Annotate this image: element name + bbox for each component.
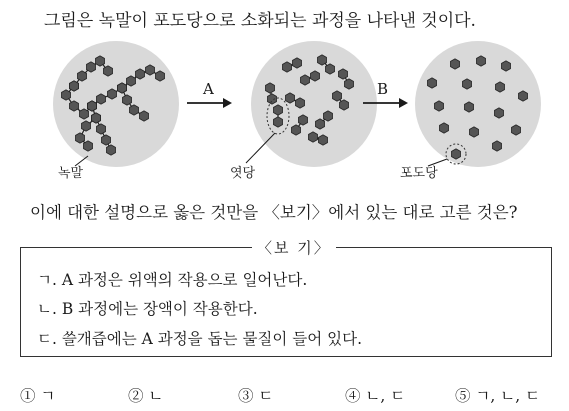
glucose-unit [502,61,511,71]
starch-unit [82,121,91,131]
starch-unit [70,101,79,111]
arrow-a-label: A [203,80,214,98]
glucose-unit [495,108,504,118]
maltose-unit [324,111,333,121]
glucose-unit [451,59,460,69]
choice-4[interactable]: ④ ㄴ, ㄷ [345,387,406,405]
maltose-unit [311,71,320,81]
starch-unit [78,71,87,81]
maltose-unit [301,75,310,85]
glucose-label: 포도당 [400,166,438,181]
starch-leader [75,156,88,166]
maltose-unit [266,83,275,93]
starch-unit [118,83,127,93]
maltose-unit [296,98,305,108]
starch-unit [76,133,85,143]
starch-unit [70,81,79,91]
maltose-unit [319,135,328,145]
glucose-unit [465,102,474,112]
maltose-unit [274,117,283,127]
arrow-a-icon [187,98,232,108]
choice-1[interactable]: ① ㄱ [20,387,56,405]
maltose-unit [293,58,302,68]
choice-3[interactable]: ③ ㄷ [238,387,274,405]
maltose-unit [299,115,308,125]
choice-5[interactable]: ⑤ ㄱ, ㄴ, ㄷ [455,387,541,405]
starch-unit [62,90,71,100]
maltose-unit [339,69,348,79]
starch-unit [87,62,96,72]
glucose-unit [496,82,505,92]
starch-unit [88,101,97,111]
maltose-label: 엿당 [230,166,256,181]
glucose-unit [435,101,444,111]
maltose-unit [316,119,325,129]
glucose-unit [493,141,502,151]
maltose-unit [274,105,283,115]
bogi-item-c: ㄷ. 쓸개즙에는 A 과정을 돕는 물질이 들어 있다. [37,330,363,348]
glucose-unit [428,78,437,88]
bogi-title: 〈보 기〉 [252,237,336,258]
glucose-unit [452,149,461,159]
starch-unit [102,135,111,145]
starch-unit [96,56,105,66]
maltose-unit [333,91,342,101]
starch-unit [123,95,132,105]
maltose-unit [286,93,295,103]
starch-unit [97,124,106,134]
starch-unit [80,109,89,119]
maltose-unit [326,64,335,74]
glucose-leader [428,159,447,166]
starch-label: 녹말 [58,166,84,181]
question-text: 이에 대한 설명으로 옳은 것만을 〈보기〉에서 있는 대로 고른 것은? [30,203,518,222]
glucose-unit [470,127,479,137]
glucose-unit [463,79,472,89]
starch-unit [127,76,136,86]
maltose-circle [251,41,377,167]
glucose-unit [512,125,521,135]
starch-unit [84,141,93,151]
glucose-unit [477,56,486,66]
starch-unit [92,113,101,123]
glucose-unit [519,91,528,101]
maltose-unit [292,125,301,135]
bogi-item-a: ㄱ. A 과정은 위액의 작용으로 일어난다. [37,271,308,289]
maltose-unit [340,100,349,110]
starch-unit [97,94,106,104]
intro-text: 그림은 녹말이 포도당으로 소화되는 과정을 나타낸 것이다. [44,11,476,31]
starch-unit [130,105,139,115]
maltose-unit [309,132,318,142]
bogi-item-b: ㄴ. B 과정에는 장액이 작용한다. [37,300,258,318]
starch-unit [108,89,117,99]
starch-unit [156,71,165,81]
choice-2[interactable]: ② ㄴ [128,387,164,405]
starch-unit [104,66,113,76]
digestion-diagram [0,36,569,196]
starch-unit [146,65,155,75]
starch-unit [136,69,145,79]
glucose-unit [440,123,449,133]
arrow-b-label: B [377,80,389,98]
maltose-unit [283,62,292,72]
maltose-unit [345,79,354,89]
maltose-unit [318,55,327,65]
starch-unit [107,145,116,155]
starch-unit [140,111,149,121]
